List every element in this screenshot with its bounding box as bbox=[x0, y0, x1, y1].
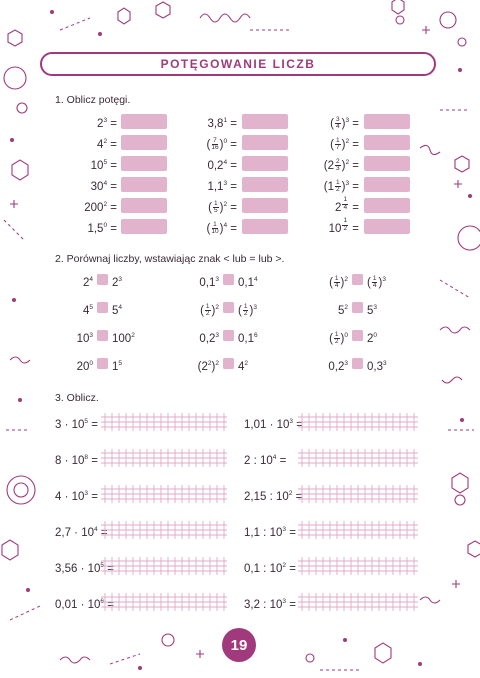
fraction bbox=[211, 222, 218, 236]
equals-sign: = bbox=[352, 117, 359, 130]
power-expression bbox=[329, 218, 359, 237]
denominator: 2 bbox=[334, 338, 339, 346]
compare-left bbox=[77, 328, 93, 347]
compare-right bbox=[367, 272, 386, 291]
denominator: 10 bbox=[211, 228, 219, 236]
numerator: 3 bbox=[335, 115, 340, 123]
fraction bbox=[334, 276, 340, 290]
symbol: ( bbox=[323, 159, 328, 172]
symbol: ) bbox=[378, 276, 383, 289]
answer-grid[interactable] bbox=[298, 557, 418, 575]
fraction bbox=[243, 304, 249, 318]
base: 3,8 bbox=[207, 117, 224, 130]
power-expression bbox=[97, 134, 117, 153]
section-1-label: 1. Oblicz potęgi. bbox=[55, 94, 131, 106]
exponent: 5 bbox=[103, 159, 108, 166]
symbol: ( bbox=[238, 304, 242, 317]
base: 200 bbox=[84, 201, 104, 214]
calc-expression bbox=[55, 522, 108, 541]
base: 0,2 bbox=[328, 360, 345, 373]
exponent: 1 bbox=[223, 117, 228, 124]
equals-sign: = bbox=[352, 222, 359, 235]
answer-box[interactable] bbox=[121, 135, 167, 150]
symbol: ( bbox=[206, 138, 211, 151]
compare-sign-box[interactable] bbox=[97, 330, 108, 341]
fraction bbox=[211, 138, 218, 152]
exponent: 2 bbox=[103, 201, 108, 208]
equals-sign: = bbox=[110, 201, 117, 214]
page-title: POTĘGOWANIE LICZB bbox=[160, 57, 316, 71]
power-expression bbox=[207, 155, 237, 174]
compare-right bbox=[367, 300, 377, 319]
symbol: ) bbox=[219, 222, 224, 235]
compare-sign-box[interactable] bbox=[97, 358, 108, 369]
answer-box[interactable] bbox=[242, 114, 288, 129]
base: 5 bbox=[337, 304, 345, 317]
numerator: 1 bbox=[213, 220, 217, 228]
compare-left bbox=[83, 272, 93, 291]
exponent: 2 bbox=[344, 276, 348, 283]
exponent: 4 bbox=[223, 159, 228, 166]
exponent: 3 bbox=[89, 332, 93, 339]
denominator: 2 bbox=[335, 186, 340, 194]
denominator: 4 bbox=[372, 282, 377, 290]
answer-box[interactable] bbox=[121, 177, 167, 192]
calc-expression bbox=[55, 450, 98, 469]
calc-expression bbox=[244, 414, 303, 433]
exponent: 3 bbox=[282, 526, 286, 533]
base: ) bbox=[211, 360, 216, 373]
symbol: ( bbox=[329, 332, 333, 345]
equals-sign: = bbox=[230, 180, 237, 193]
exponent: 4 bbox=[89, 276, 93, 283]
numerator: 7 bbox=[213, 136, 217, 144]
base: 0,2 bbox=[199, 332, 216, 345]
equals-sign: = bbox=[97, 526, 108, 539]
exponent: 4 bbox=[103, 180, 108, 187]
equals-sign: = bbox=[286, 598, 296, 611]
base: 100 bbox=[112, 332, 132, 345]
compare-left bbox=[198, 356, 219, 375]
equals-sign: = bbox=[230, 201, 237, 214]
base: 1,5 bbox=[87, 222, 104, 235]
power-expression bbox=[91, 155, 117, 174]
equals-sign: = bbox=[110, 138, 117, 151]
calc-expression bbox=[244, 594, 296, 613]
numerator: 1 bbox=[243, 302, 248, 310]
power-expression bbox=[207, 176, 237, 195]
compare-left bbox=[329, 272, 348, 291]
base: 2 bbox=[367, 332, 374, 345]
compare-left bbox=[328, 356, 348, 375]
equals-sign: = bbox=[286, 526, 296, 539]
compare-left bbox=[329, 328, 348, 347]
expression-base: 3,56 · 10 bbox=[55, 562, 101, 575]
equals-sign: = bbox=[110, 117, 117, 130]
page-number-badge bbox=[222, 628, 256, 662]
equals-sign: = bbox=[276, 454, 287, 467]
base: 10 bbox=[90, 159, 104, 172]
answer-box[interactable] bbox=[121, 156, 167, 171]
exponent: 3 bbox=[345, 180, 350, 187]
numerator: 1 bbox=[335, 178, 340, 186]
base: 0,1 bbox=[199, 276, 216, 289]
numerator: 1 bbox=[343, 217, 348, 225]
answer-box[interactable] bbox=[242, 219, 288, 234]
fraction bbox=[335, 117, 341, 131]
calc-expression bbox=[55, 414, 98, 433]
equals-sign: = bbox=[230, 138, 237, 151]
answer-grid[interactable] bbox=[101, 521, 227, 539]
denominator: 7 bbox=[335, 144, 340, 152]
symbol: ( bbox=[330, 117, 334, 130]
base: 0,2 bbox=[207, 159, 224, 172]
calc-expression bbox=[244, 486, 302, 505]
section-3-label: 3. Oblicz. bbox=[55, 392, 99, 404]
denominator: 4 bbox=[334, 282, 339, 290]
exponent: 2 bbox=[207, 360, 212, 367]
fraction bbox=[334, 332, 340, 346]
compare-right bbox=[112, 300, 122, 319]
equals-sign: = bbox=[352, 201, 359, 214]
denominator: 4 bbox=[343, 203, 348, 211]
exponent: 2 bbox=[215, 360, 219, 367]
compare-right bbox=[238, 356, 248, 375]
exponent: 2 bbox=[345, 138, 350, 145]
answer-grid[interactable] bbox=[101, 413, 227, 431]
equals-sign: = bbox=[110, 180, 117, 193]
fraction bbox=[213, 201, 219, 215]
base: 2 bbox=[335, 201, 342, 214]
base: 2 bbox=[112, 276, 119, 289]
fraction bbox=[335, 159, 341, 173]
calc-expression bbox=[244, 450, 286, 469]
base: 0,1 bbox=[238, 332, 254, 345]
denominator: 2 bbox=[343, 224, 348, 232]
exponent: 4 bbox=[118, 304, 123, 311]
denominator: 4 bbox=[335, 123, 340, 131]
symbol: ( bbox=[208, 201, 212, 214]
expression-base: 3 · 10 bbox=[55, 418, 85, 431]
equals-sign: = bbox=[286, 562, 296, 575]
compare-left bbox=[77, 356, 93, 375]
equals-sign: = bbox=[230, 222, 237, 235]
symbol: ) bbox=[340, 276, 345, 289]
answer-grid[interactable] bbox=[298, 521, 418, 539]
numerator: 1 bbox=[343, 196, 348, 204]
base: 10 bbox=[76, 332, 90, 345]
exponent: 3 bbox=[223, 180, 228, 187]
numerator: 1 bbox=[335, 136, 340, 144]
symbol: ) bbox=[341, 180, 346, 193]
symbol: ( bbox=[200, 304, 204, 317]
exponent: 0 bbox=[373, 332, 378, 339]
exponent: 2 bbox=[103, 138, 108, 145]
symbol: ) bbox=[219, 138, 224, 151]
compare-sign-box[interactable] bbox=[352, 358, 363, 369]
expression-base: 3,2 : 10 bbox=[244, 598, 283, 611]
answer-grid[interactable] bbox=[298, 449, 418, 467]
power-expression bbox=[207, 218, 237, 237]
equals-sign: = bbox=[293, 418, 303, 431]
compare-right bbox=[112, 328, 135, 347]
answer-grid[interactable] bbox=[101, 593, 227, 611]
exponent: 4 bbox=[94, 526, 98, 533]
exponent: 3 bbox=[344, 360, 348, 367]
equals-sign: = bbox=[230, 117, 237, 130]
exponent: 2 bbox=[215, 304, 219, 311]
exponent: 5 bbox=[118, 360, 123, 367]
symbol: ) bbox=[249, 304, 254, 317]
denominator: 2 bbox=[243, 310, 248, 318]
compare-sign-box[interactable] bbox=[223, 302, 234, 313]
numerator: 1 bbox=[205, 302, 210, 310]
compare-right bbox=[238, 300, 257, 319]
exponent: 8 bbox=[84, 454, 89, 461]
numerator: 1 bbox=[372, 274, 377, 282]
compare-sign-box[interactable] bbox=[223, 330, 234, 341]
compare-sign-box[interactable] bbox=[223, 358, 234, 369]
answer-box[interactable] bbox=[242, 156, 288, 171]
compare-left bbox=[199, 272, 219, 291]
exponent: 0 bbox=[344, 332, 348, 339]
exponent: 4 bbox=[254, 276, 258, 283]
equals-sign: = bbox=[104, 562, 114, 575]
answer-grid[interactable] bbox=[101, 485, 227, 503]
base: 30 bbox=[90, 180, 104, 193]
compare-right bbox=[367, 356, 387, 375]
base: 4 bbox=[97, 138, 104, 151]
symbol: ) bbox=[341, 159, 346, 172]
section-2-label: 2. Porównaj liczby, wstawiając znak < lub = lub >. bbox=[55, 253, 285, 265]
exponent: 3 bbox=[373, 304, 378, 311]
answer-grid[interactable] bbox=[298, 485, 418, 503]
numerator: 2 bbox=[335, 157, 340, 165]
equals-sign: = bbox=[110, 222, 117, 235]
exponent: 3 bbox=[282, 598, 286, 605]
denominator: 5 bbox=[213, 207, 218, 215]
compare-sign-box[interactable] bbox=[97, 274, 108, 285]
symbol: ( bbox=[330, 138, 334, 151]
exponent: 2 bbox=[282, 562, 286, 569]
exponent: 2 bbox=[345, 159, 350, 166]
power-expression bbox=[84, 197, 117, 216]
power-expression bbox=[207, 134, 237, 153]
expression-base: 8 · 10 bbox=[55, 454, 85, 467]
exponent: 3 bbox=[253, 304, 257, 311]
base: 4 bbox=[238, 360, 245, 373]
base: 0,3 bbox=[367, 360, 383, 373]
answer-box[interactable] bbox=[121, 198, 167, 213]
compare-right bbox=[367, 328, 377, 347]
base: 5 bbox=[367, 304, 374, 317]
exponent: 2 bbox=[344, 304, 348, 311]
answer-box[interactable] bbox=[242, 135, 288, 150]
expression-base: 0,1 : 10 bbox=[244, 562, 283, 575]
exponent: 6 bbox=[100, 598, 105, 605]
power-expression bbox=[97, 113, 117, 132]
exponent: 5 bbox=[84, 418, 89, 425]
exponent: 2 bbox=[288, 490, 293, 497]
numerator: 1 bbox=[334, 330, 339, 338]
expression-base: 2 : 10 bbox=[244, 454, 273, 467]
exponent: 5 bbox=[100, 562, 105, 569]
power-expression bbox=[87, 218, 117, 237]
fraction-exponent bbox=[341, 217, 349, 232]
calc-expression bbox=[244, 522, 296, 541]
symbol: ( bbox=[367, 276, 371, 289]
answer-grid[interactable] bbox=[101, 449, 227, 467]
answer-box[interactable] bbox=[121, 219, 167, 234]
exponent: 5 bbox=[89, 304, 93, 311]
answer-box[interactable] bbox=[364, 114, 410, 129]
denominator: 2 bbox=[205, 310, 210, 318]
denominator: 3 bbox=[335, 165, 340, 173]
fraction-exponent bbox=[341, 196, 349, 211]
base: 2 bbox=[97, 117, 104, 130]
exponent: 4 bbox=[272, 454, 277, 461]
equals-sign: = bbox=[88, 490, 98, 503]
equals-sign: = bbox=[110, 159, 117, 172]
power-expression bbox=[330, 113, 359, 132]
exponent: 0 bbox=[89, 360, 93, 367]
exponent: 3 bbox=[118, 276, 123, 283]
compare-sign-box[interactable] bbox=[97, 302, 108, 313]
base: 4 bbox=[82, 304, 90, 317]
answer-box[interactable] bbox=[364, 198, 410, 213]
equals-sign: = bbox=[104, 598, 114, 611]
exponent: 3 bbox=[84, 490, 89, 497]
symbol: ( bbox=[206, 222, 211, 235]
denominator: 16 bbox=[211, 144, 219, 152]
symbol: ) bbox=[341, 117, 346, 130]
base: 2 bbox=[82, 276, 90, 289]
answer-grid[interactable] bbox=[298, 413, 418, 431]
title-banner bbox=[40, 52, 436, 76]
exponent: 3 bbox=[103, 117, 108, 124]
answer-box[interactable] bbox=[242, 177, 288, 192]
exponent: 0 bbox=[223, 138, 228, 145]
symbol: ) bbox=[341, 138, 346, 151]
exponent: 3 bbox=[289, 418, 294, 425]
compare-left bbox=[83, 300, 93, 319]
base: 10 bbox=[328, 222, 342, 235]
exponent: 0 bbox=[103, 222, 108, 229]
fraction bbox=[335, 180, 341, 194]
base: 20 bbox=[76, 360, 90, 373]
fraction bbox=[342, 218, 348, 232]
equals-sign: = bbox=[88, 454, 98, 467]
power-expression bbox=[91, 176, 117, 195]
symbol: ( bbox=[323, 180, 328, 193]
base: 5 bbox=[112, 304, 119, 317]
expression-base: 2,7 · 10 bbox=[55, 526, 94, 539]
equals-sign: = bbox=[230, 159, 237, 172]
equals-sign: = bbox=[352, 180, 359, 193]
numerator: 1 bbox=[213, 199, 218, 207]
power-expression bbox=[330, 134, 359, 153]
equals-sign: = bbox=[352, 138, 359, 151]
power-expression bbox=[324, 155, 359, 174]
compare-sign-box[interactable] bbox=[352, 302, 363, 313]
whole-part: 1 bbox=[327, 180, 334, 193]
compare-left bbox=[338, 300, 348, 319]
exponent: 3 bbox=[382, 276, 386, 283]
exponent: 6 bbox=[254, 332, 258, 339]
base: 1 bbox=[112, 360, 119, 373]
expression-base: 4 · 10 bbox=[55, 490, 85, 503]
base: 1,1 bbox=[207, 180, 224, 193]
compare-right bbox=[238, 328, 258, 347]
base: 0,1 bbox=[238, 276, 254, 289]
power-expression bbox=[208, 197, 237, 216]
answer-grid[interactable] bbox=[101, 557, 227, 575]
symbol: ( bbox=[329, 276, 333, 289]
answer-box[interactable] bbox=[364, 135, 410, 150]
answer-box[interactable] bbox=[364, 219, 410, 234]
exponent: 2 bbox=[131, 332, 135, 339]
compare-sign-box[interactable] bbox=[223, 274, 234, 285]
base: (2 bbox=[197, 360, 208, 373]
symbol: ) bbox=[340, 332, 345, 345]
fraction bbox=[335, 138, 341, 152]
answer-grid[interactable] bbox=[298, 593, 418, 611]
compare-sign-box[interactable] bbox=[352, 274, 363, 285]
page-number: 19 bbox=[230, 636, 248, 654]
exponent: 4 bbox=[223, 222, 228, 229]
calc-expression bbox=[55, 486, 98, 505]
fraction bbox=[342, 197, 348, 211]
compare-right bbox=[112, 356, 122, 375]
whole-part: 2 bbox=[327, 159, 334, 172]
answer-box[interactable] bbox=[364, 177, 410, 192]
numerator: 1 bbox=[334, 274, 339, 282]
exponent: 2 bbox=[244, 360, 249, 367]
power-expression bbox=[324, 176, 359, 195]
compare-sign-box[interactable] bbox=[352, 330, 363, 341]
compare-right bbox=[238, 272, 258, 291]
exponent: 3 bbox=[215, 276, 219, 283]
exponent: 3 bbox=[383, 360, 387, 367]
compare-right bbox=[112, 272, 122, 291]
fraction bbox=[372, 276, 378, 290]
expression-base: 1,1 : 10 bbox=[244, 526, 283, 539]
power-expression bbox=[335, 197, 359, 216]
answer-box[interactable] bbox=[364, 156, 410, 171]
exponent: 3 bbox=[345, 117, 350, 124]
expression-base: 2,15 : 10 bbox=[244, 490, 289, 503]
expression-base: 0,01 · 10 bbox=[55, 598, 101, 611]
power-expression bbox=[207, 113, 237, 132]
expression-base: 1,01 · 10 bbox=[244, 418, 290, 431]
symbol: ) bbox=[219, 201, 224, 214]
equals-sign: = bbox=[88, 418, 98, 431]
exponent: 3 bbox=[215, 332, 219, 339]
equals-sign: = bbox=[352, 159, 359, 172]
exponent: 2 bbox=[223, 201, 228, 208]
fraction bbox=[205, 304, 211, 318]
equals-sign: = bbox=[292, 490, 303, 503]
compare-left bbox=[200, 300, 219, 319]
answer-box[interactable] bbox=[121, 114, 167, 129]
answer-box[interactable] bbox=[242, 198, 288, 213]
symbol: ) bbox=[211, 304, 216, 317]
compare-left bbox=[199, 328, 219, 347]
calc-expression bbox=[244, 558, 296, 577]
